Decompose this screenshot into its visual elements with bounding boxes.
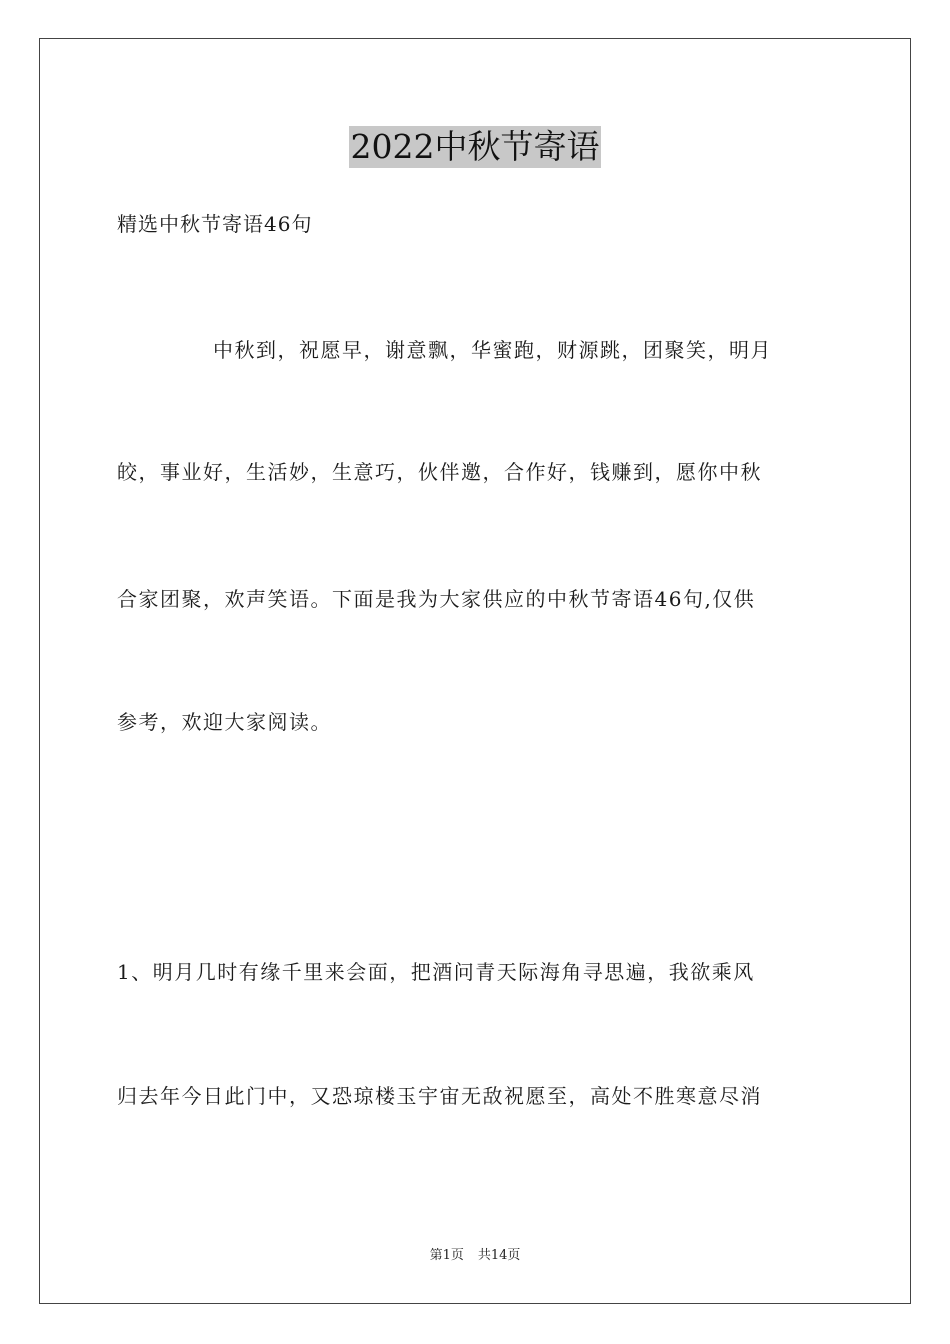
page-footer	[0, 1247, 950, 1265]
page-number: 第1页	[429, 1248, 464, 1263]
title-container	[0, 126, 950, 168]
intro-line-4: 参考，欢迎大家阅读。	[117, 710, 332, 734]
item-line-1: 1、明月几时有缘千里来会面，把酒问青天际海角寻思遍，我欲乘风	[117, 960, 755, 984]
document-title: 2022中秋节寄语	[350, 127, 600, 166]
intro-line-2: 皎，事业好，生活妙，生意巧，伙伴邀，合作好，钱赚到，愿你中秋	[117, 460, 762, 484]
page-total: 共14页	[477, 1248, 521, 1263]
intro-line-1: 中秋到，祝愿早，谢意飘，华蜜跑，财源跳，团聚笑，明月	[213, 338, 772, 362]
intro-line-3: 合家团聚，欢声笑语。下面是我为大家供应的中秋节寄语46句,仅供	[117, 587, 756, 611]
item-line-2: 归去年今日此门中，又恐琼楼玉宇宙无敌祝愿至，高处不胜寒意尽消	[117, 1084, 762, 1108]
document-subtitle: 精选中秋节寄语46句	[117, 212, 313, 236]
